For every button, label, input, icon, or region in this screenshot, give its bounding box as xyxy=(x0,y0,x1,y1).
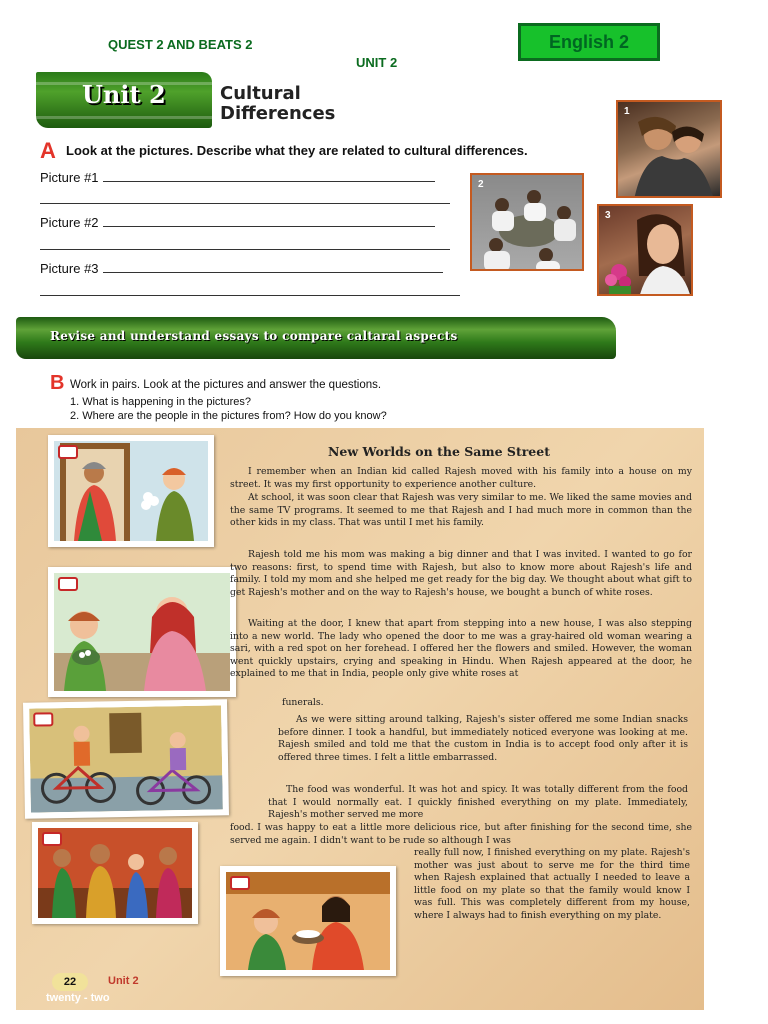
reading-title: New Worlds on the Same Street xyxy=(328,444,550,459)
reading-paragraph-5: As we were sitting around talking, Rajesh's sister offered me some Indian snacks before dinner. I took a handful, but immediately noticed everyone was looking at me. Rajesh smiled and told me that the custom in India is to accept food only after it is offered three times. I felt a little embarrassed. xyxy=(278,714,688,763)
answer-line[interactable] xyxy=(40,295,460,296)
reading-paragraph-6: The food was wonderful. It was hot and spicy. It was totally different from the food that I would normally eat. I quickly finished everything on my plate. Immediately, Rajesh's mother served me more xyxy=(268,784,688,820)
answer-line[interactable] xyxy=(40,249,450,250)
photo-2-number: 2 xyxy=(478,179,484,190)
serving-food-icon xyxy=(226,872,390,970)
section-b-question-1: 1. What is happening in the pictures? xyxy=(70,396,252,408)
revise-banner-text: Revise and understand essays to compare caltaral aspects xyxy=(50,329,458,343)
unit-title-line1: Cultural xyxy=(220,83,301,104)
unit-banner xyxy=(36,72,212,128)
photo-1-hugging-women xyxy=(616,100,722,198)
photo-1-number: 1 xyxy=(624,106,630,117)
section-a-letter: A xyxy=(40,138,56,163)
cartoon-2-kids-snacks xyxy=(48,567,236,697)
woman-portrait-icon xyxy=(599,206,693,296)
picture-3-line[interactable] xyxy=(40,261,443,276)
book-title: QUEST 2 AND BEATS 2 xyxy=(108,37,253,52)
footer-unit: Unit 2 xyxy=(108,975,139,987)
group-meal-icon xyxy=(472,175,584,271)
reading-paragraph-6-end: really full now, I finished everything on my plate. Rajesh's mother was just about to serve me for the third time when Rajesh explained that actually I needed to leave a little food on my plate so that the family would know I was full. This was completely different from my house, where I always had to finish everything on my plate. xyxy=(414,847,690,921)
photo-3-smiling-woman xyxy=(597,204,693,296)
picture-3-label: Picture #3 xyxy=(40,261,99,276)
photo-3-number: 3 xyxy=(605,210,611,221)
picture-2-line[interactable] xyxy=(40,215,435,230)
reading-paragraph-3: Rajesh told me his mom was making a big dinner and that I was invited. I wanted to go for two reasons: first, to spend time with Rajesh, but also to know more about Rajesh's life and family. I told my mom and she helped me get ready for the big day. We thought about what gift to get Rajesh's mother and on the way to Rajesh's house, we bought a bunch of white roses. xyxy=(230,549,692,598)
cartoon-4-family xyxy=(32,822,198,924)
reading-paragraph-4-end: funerals. xyxy=(282,697,324,708)
page-number: 22 xyxy=(52,973,88,991)
section-b-letter: B xyxy=(50,372,65,394)
cartoon-5-serving-rice xyxy=(220,866,396,976)
reading-paragraph-1: I remember when an Indian kid called Rajesh moved with his family into a house on my street. It was my first opportunity to experience another culture. xyxy=(230,466,692,490)
kids-snacks-icon xyxy=(54,573,230,691)
reading-paragraph-6-middle: food. I was happy to eat a little more delicious rice, but after finishing for the second time, she served me again. I didn't want to be rude so although I was xyxy=(230,822,692,846)
subject-badge-label: English 2 xyxy=(548,31,629,52)
unit-title-line2: Differences xyxy=(220,103,336,124)
revise-banner xyxy=(16,317,616,359)
picture-2-label: Picture #2 xyxy=(40,215,99,230)
section-b-question-2: 2. Where are the people in the pictures from? How do you know? xyxy=(70,410,387,422)
picture-1-line[interactable] xyxy=(40,170,435,185)
page-number-words: twenty - two xyxy=(46,992,110,1004)
subject-badge xyxy=(518,23,660,61)
cartoon-1-door-flowers xyxy=(48,435,214,547)
cartoon-3-bicycles xyxy=(23,699,229,819)
bicycle-scene-icon xyxy=(29,705,223,812)
people-icon xyxy=(618,102,722,198)
photo-2-people-eating-on-floor xyxy=(470,173,584,271)
picture-1-label: Picture #1 xyxy=(40,170,99,185)
reading-paragraph-4: Waiting at the door, I knew that apart from stepping into a new house, I was also stepping into a new world. The lady who opened the door to me was a gray-haired old woman wearing a sari, with a red spot on her forehead. I offered her the flowers and smiled. However, the woman went quickly upstairs, crying and speaking in Hindu. When Rajesh appeared at the door, he explained to me that in India, people only give white roses at xyxy=(230,618,692,679)
section-a-instruction: Look at the pictures. Describe what they are related to cultural differences. xyxy=(66,143,528,158)
reading-paragraph-2: At school, it was soon clear that Rajesh was very similar to me. We liked the same movies and the same TV programs. It seemed to me that Rajesh and I had much more in common than the other kids in my class. That was until I met his family. xyxy=(230,492,692,528)
unit-label: UNIT 2 xyxy=(356,55,398,70)
unit-banner-label: Unit 2 xyxy=(82,80,166,109)
section-b-instruction: Work in pairs. Look at the pictures and answer the questions. xyxy=(70,379,382,391)
answer-line[interactable] xyxy=(40,203,450,204)
unit-title xyxy=(220,84,335,124)
